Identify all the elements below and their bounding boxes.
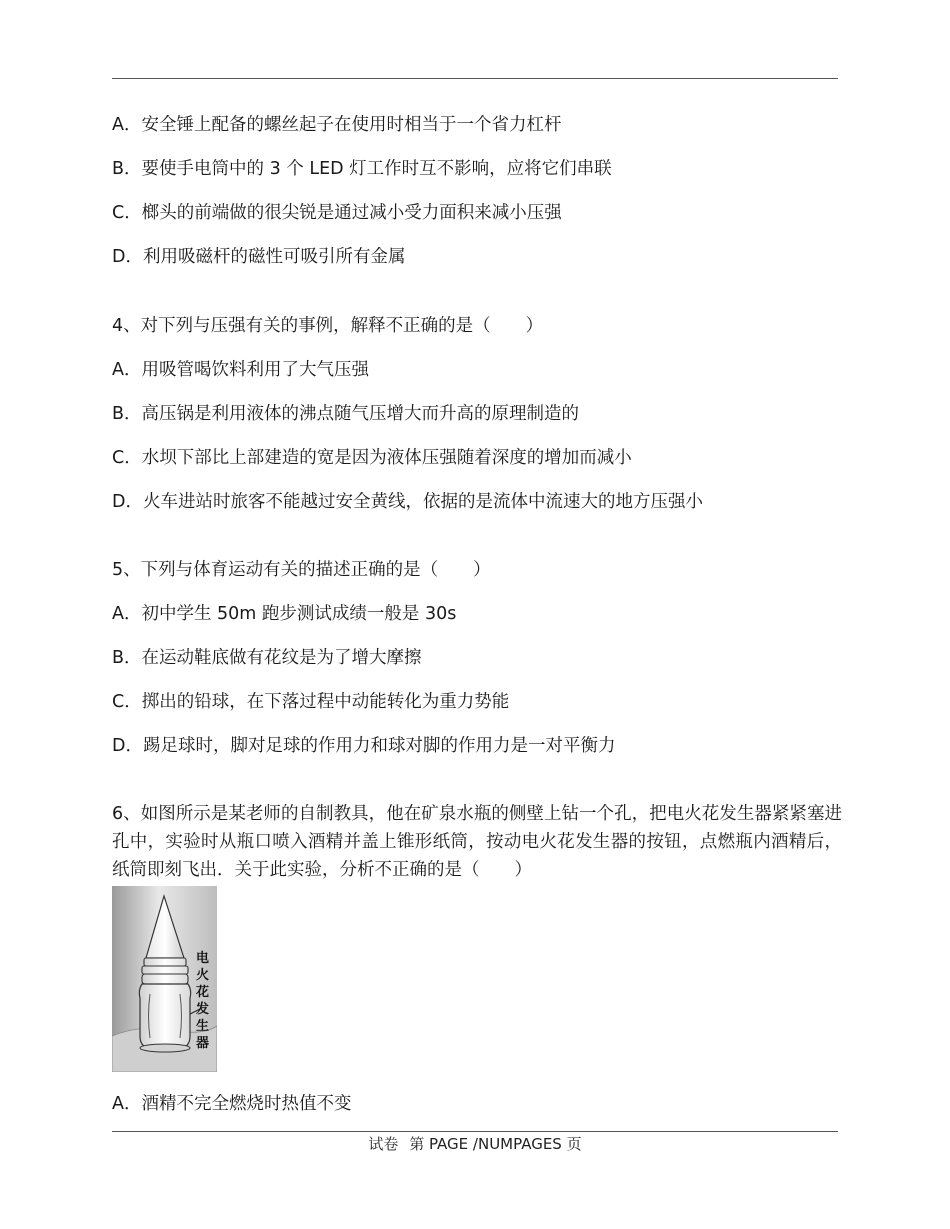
q4-option-c: C．水坝下部比上部建造的宽是因为液体压强随着深度的增加而减小: [112, 448, 632, 468]
q3-option-b: B．要使手电筒中的 3 个 LED 灯工作时互不影响，应将它们串联: [112, 159, 612, 179]
q4-option-b: B．高压锅是利用液体的沸点随气压增大而升高的原理制造的: [112, 404, 580, 424]
q3-option-a: A．安全锤上配备的螺丝起子在使用时相当于一个省力杠杆: [112, 115, 562, 135]
spark-bottle-illustration: [112, 886, 217, 1072]
footer-prefix: 试卷: [368, 1135, 399, 1153]
q6-option-a: A．酒精不完全燃烧时热值不变: [112, 1094, 352, 1114]
q3-option-d: D．利用吸磁杆的磁性可吸引所有金属: [112, 247, 406, 267]
footer-rule: [112, 1131, 838, 1132]
q5-option-d: D．踢足球时，脚对足球的作用力和球对脚的作用力是一对平衡力: [112, 736, 616, 756]
header-rule: [112, 78, 838, 79]
svg-text:电 火 花 发: 电 火 花 发 生 器: [196, 951, 210, 1051]
footer-page-number: 第 PAGE /NUMPAGES 页: [409, 1135, 582, 1153]
q4-option-d: D．火车进站时旅客不能越过安全黄线，依据的是流体中流速大的地方压强小: [112, 492, 703, 512]
spark-bottle-figure: [112, 886, 217, 1072]
page-footer: [0, 1134, 950, 1154]
q5-option-c: C．掷出的铅球，在下落过程中动能转化为重力势能: [112, 692, 510, 712]
q6-stem: 6、如图所示是某老师的自制教具，他在矿泉水瓶的侧壁上钻一个孔，把电火花发生器紧紧塞进孔中，实验时从瓶口喷入酒精并盖上锥形纸筒，按动电火花发生器的按钮，点燃瓶内酒精后，纸筒即刻飞出．关于此实验，分析不正确的是（ ）: [112, 804, 842, 880]
q5-option-a: A．初中学生 50m 跑步测试成绩一般是 30s: [112, 604, 457, 624]
q5-stem: 5、下列与体育运动有关的描述正确的是（ ）: [112, 560, 491, 580]
q4-stem: 4、对下列与压强有关的事例，解释不正确的是（ ）: [112, 316, 544, 336]
q3-option-c: C．榔头的前端做的很尖锐是通过减小受力面积来减小压强: [112, 203, 562, 223]
q4-option-a: A．用吸管喝饮料利用了大气压强: [112, 360, 369, 380]
q5-option-b: B．在运动鞋底做有花纹是为了增大摩擦: [112, 648, 422, 668]
